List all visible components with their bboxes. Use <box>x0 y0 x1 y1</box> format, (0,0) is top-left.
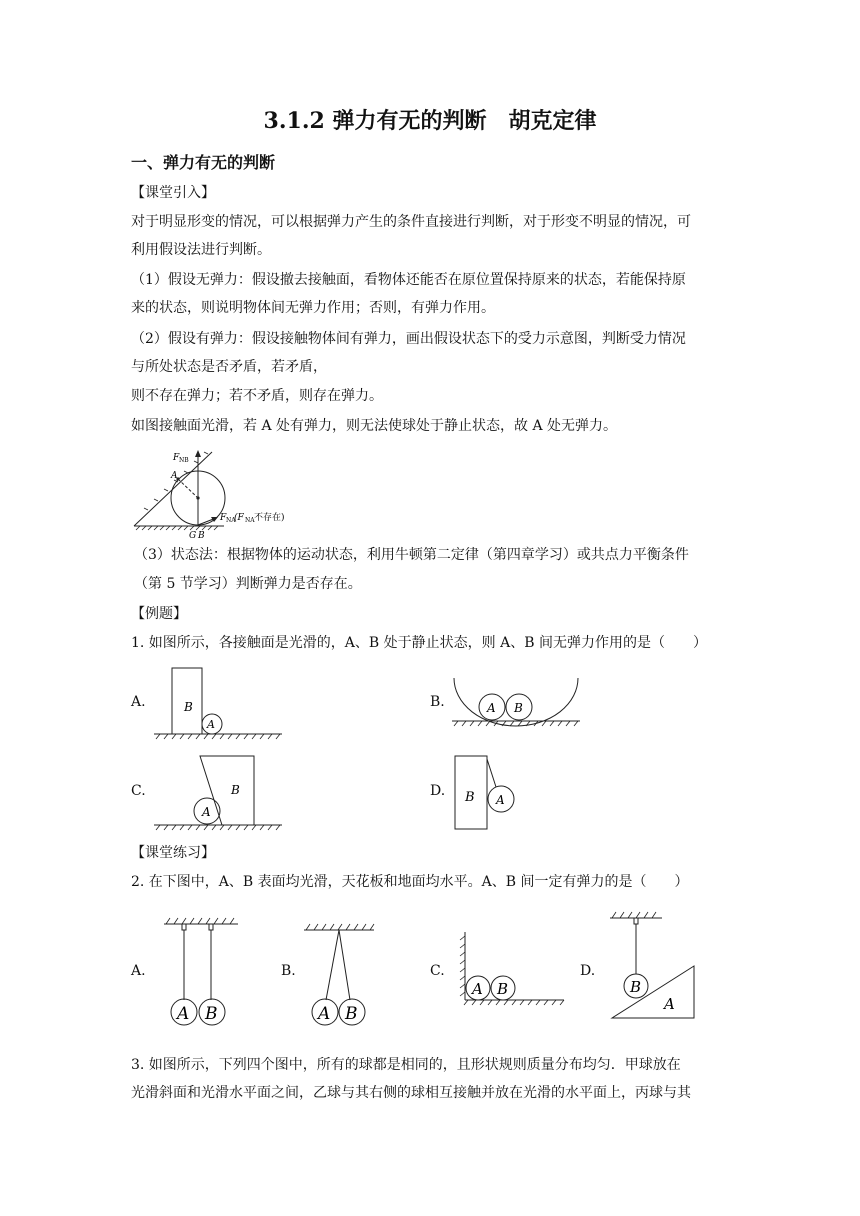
q2-figure-c <box>456 928 566 1010</box>
ball-a-label: A <box>202 805 211 819</box>
paragraph-line: 来的状态，则说明物体间无弹力作用；否则，有弹力作用。 <box>131 300 495 316</box>
example-header: 【例题】 <box>131 606 187 622</box>
wedge-a-label: A <box>664 995 675 1013</box>
section-heading: 一、弹力有无的判断 <box>131 153 276 172</box>
label-b: B <box>198 531 205 540</box>
ball-b-label: B <box>630 978 642 996</box>
label-fnb-sub: NB <box>179 457 189 464</box>
ball-a-label: A <box>496 793 505 807</box>
label-a: A <box>171 471 178 481</box>
q1-option-c[interactable]: C. <box>131 783 146 799</box>
paragraph-line: 与所处状态是否矛盾，若矛盾， <box>131 359 327 375</box>
label-fna-note: (F <box>234 513 244 523</box>
ball-a-label: A <box>207 718 215 731</box>
ball-a-label: A <box>177 1004 190 1024</box>
label-g: G <box>189 531 197 540</box>
q2-figure-b <box>300 910 380 1032</box>
q2-figure-d <box>606 908 702 1022</box>
q1-figure-d <box>450 753 530 833</box>
paragraph-line: 则不存在弹力；若不矛盾，则存在弹力。 <box>131 388 383 404</box>
label-fna-note-end: 不存在) <box>254 513 285 523</box>
block-b-label: B <box>465 790 475 805</box>
paragraph-line: 3. 如图所示，下列四个图中，所有的球都是相同的，且形状规则质量分布均匀．甲球放在 <box>131 1057 681 1073</box>
q2-option-a[interactable]: A. <box>131 963 146 979</box>
q2-figure-a <box>162 910 242 1032</box>
practice-header: 【课堂练习】 <box>131 845 215 861</box>
paragraph-line: 利用假设法进行判断。 <box>131 242 271 258</box>
ball-b-label: B <box>514 701 523 715</box>
q1-figure-b <box>446 676 586 734</box>
page-title: 3.1.2 弹力有无的判断 胡克定律 <box>263 108 597 134</box>
q2-option-d[interactable]: D. <box>580 963 596 979</box>
label-fna-sub: NA <box>226 517 236 524</box>
question-2: 2. 在下图中，A、B 表面均光滑，天花板和地面均水平。A、B 间一定有弹力的是（ ） <box>131 874 689 890</box>
ball-a-label: A <box>487 701 496 715</box>
paragraph-line: 如图接触面光滑，若 A 处有弹力，则无法使球处于静止状态，故 A 处无弹力。 <box>131 418 618 434</box>
paragraph-line: （第 5 节学习）判断弹力是否存在。 <box>134 576 362 592</box>
q1-option-a[interactable]: A. <box>131 694 146 710</box>
ball-b-label: B <box>205 1004 218 1024</box>
label-fna: F <box>220 513 227 523</box>
q2-option-c[interactable]: C. <box>430 963 445 979</box>
paragraph-line: （1）假设无弹力：假设撤去接触面，看物体还能否在原位置保持原来的状态，若能保持原 <box>131 272 686 288</box>
block-b-label: B <box>231 783 240 797</box>
label-fna-note-sub: NA <box>245 517 255 524</box>
ball-a-label: A <box>318 1004 331 1024</box>
paragraph-line: （2）假设有弹力：假设接触物体间有弹力，画出假设状态下的受力示意图，判断受力情况 <box>131 331 686 347</box>
q1-option-b[interactable]: B. <box>430 694 445 710</box>
block-b-label: B <box>184 700 193 714</box>
question-1: 1. 如图所示，各接触面是光滑的，A、B 处于静止状态，则 A、B 间无弹力作用的是（ ） <box>131 635 707 651</box>
figure-ball-incline <box>128 448 303 540</box>
q1-figure-c <box>152 752 284 834</box>
intro-header: 【课堂引入】 <box>131 185 215 201</box>
ball-b-label: B <box>345 1004 358 1024</box>
ball-a-label: A <box>472 980 483 998</box>
paragraph-line: 光滑斜面和光滑水平面之间，乙球与其右侧的球相互接触并放在光滑的水平面上，丙球与其 <box>131 1085 691 1101</box>
ball-b-label: B <box>497 980 509 998</box>
q1-option-d[interactable]: D. <box>430 783 446 799</box>
paragraph-line: （3）状态法：根据物体的运动状态，利用牛顿第二定律（第四章学习）或共点力平衡条件 <box>134 547 689 563</box>
label-fnb: F <box>173 453 180 463</box>
paragraph-line: 对于明显形变的情况，可以根据弹力产生的条件直接进行判断，对于形变不明显的情况，可 <box>131 214 691 230</box>
q2-option-b[interactable]: B. <box>281 963 296 979</box>
q1-figure-a <box>152 664 284 746</box>
